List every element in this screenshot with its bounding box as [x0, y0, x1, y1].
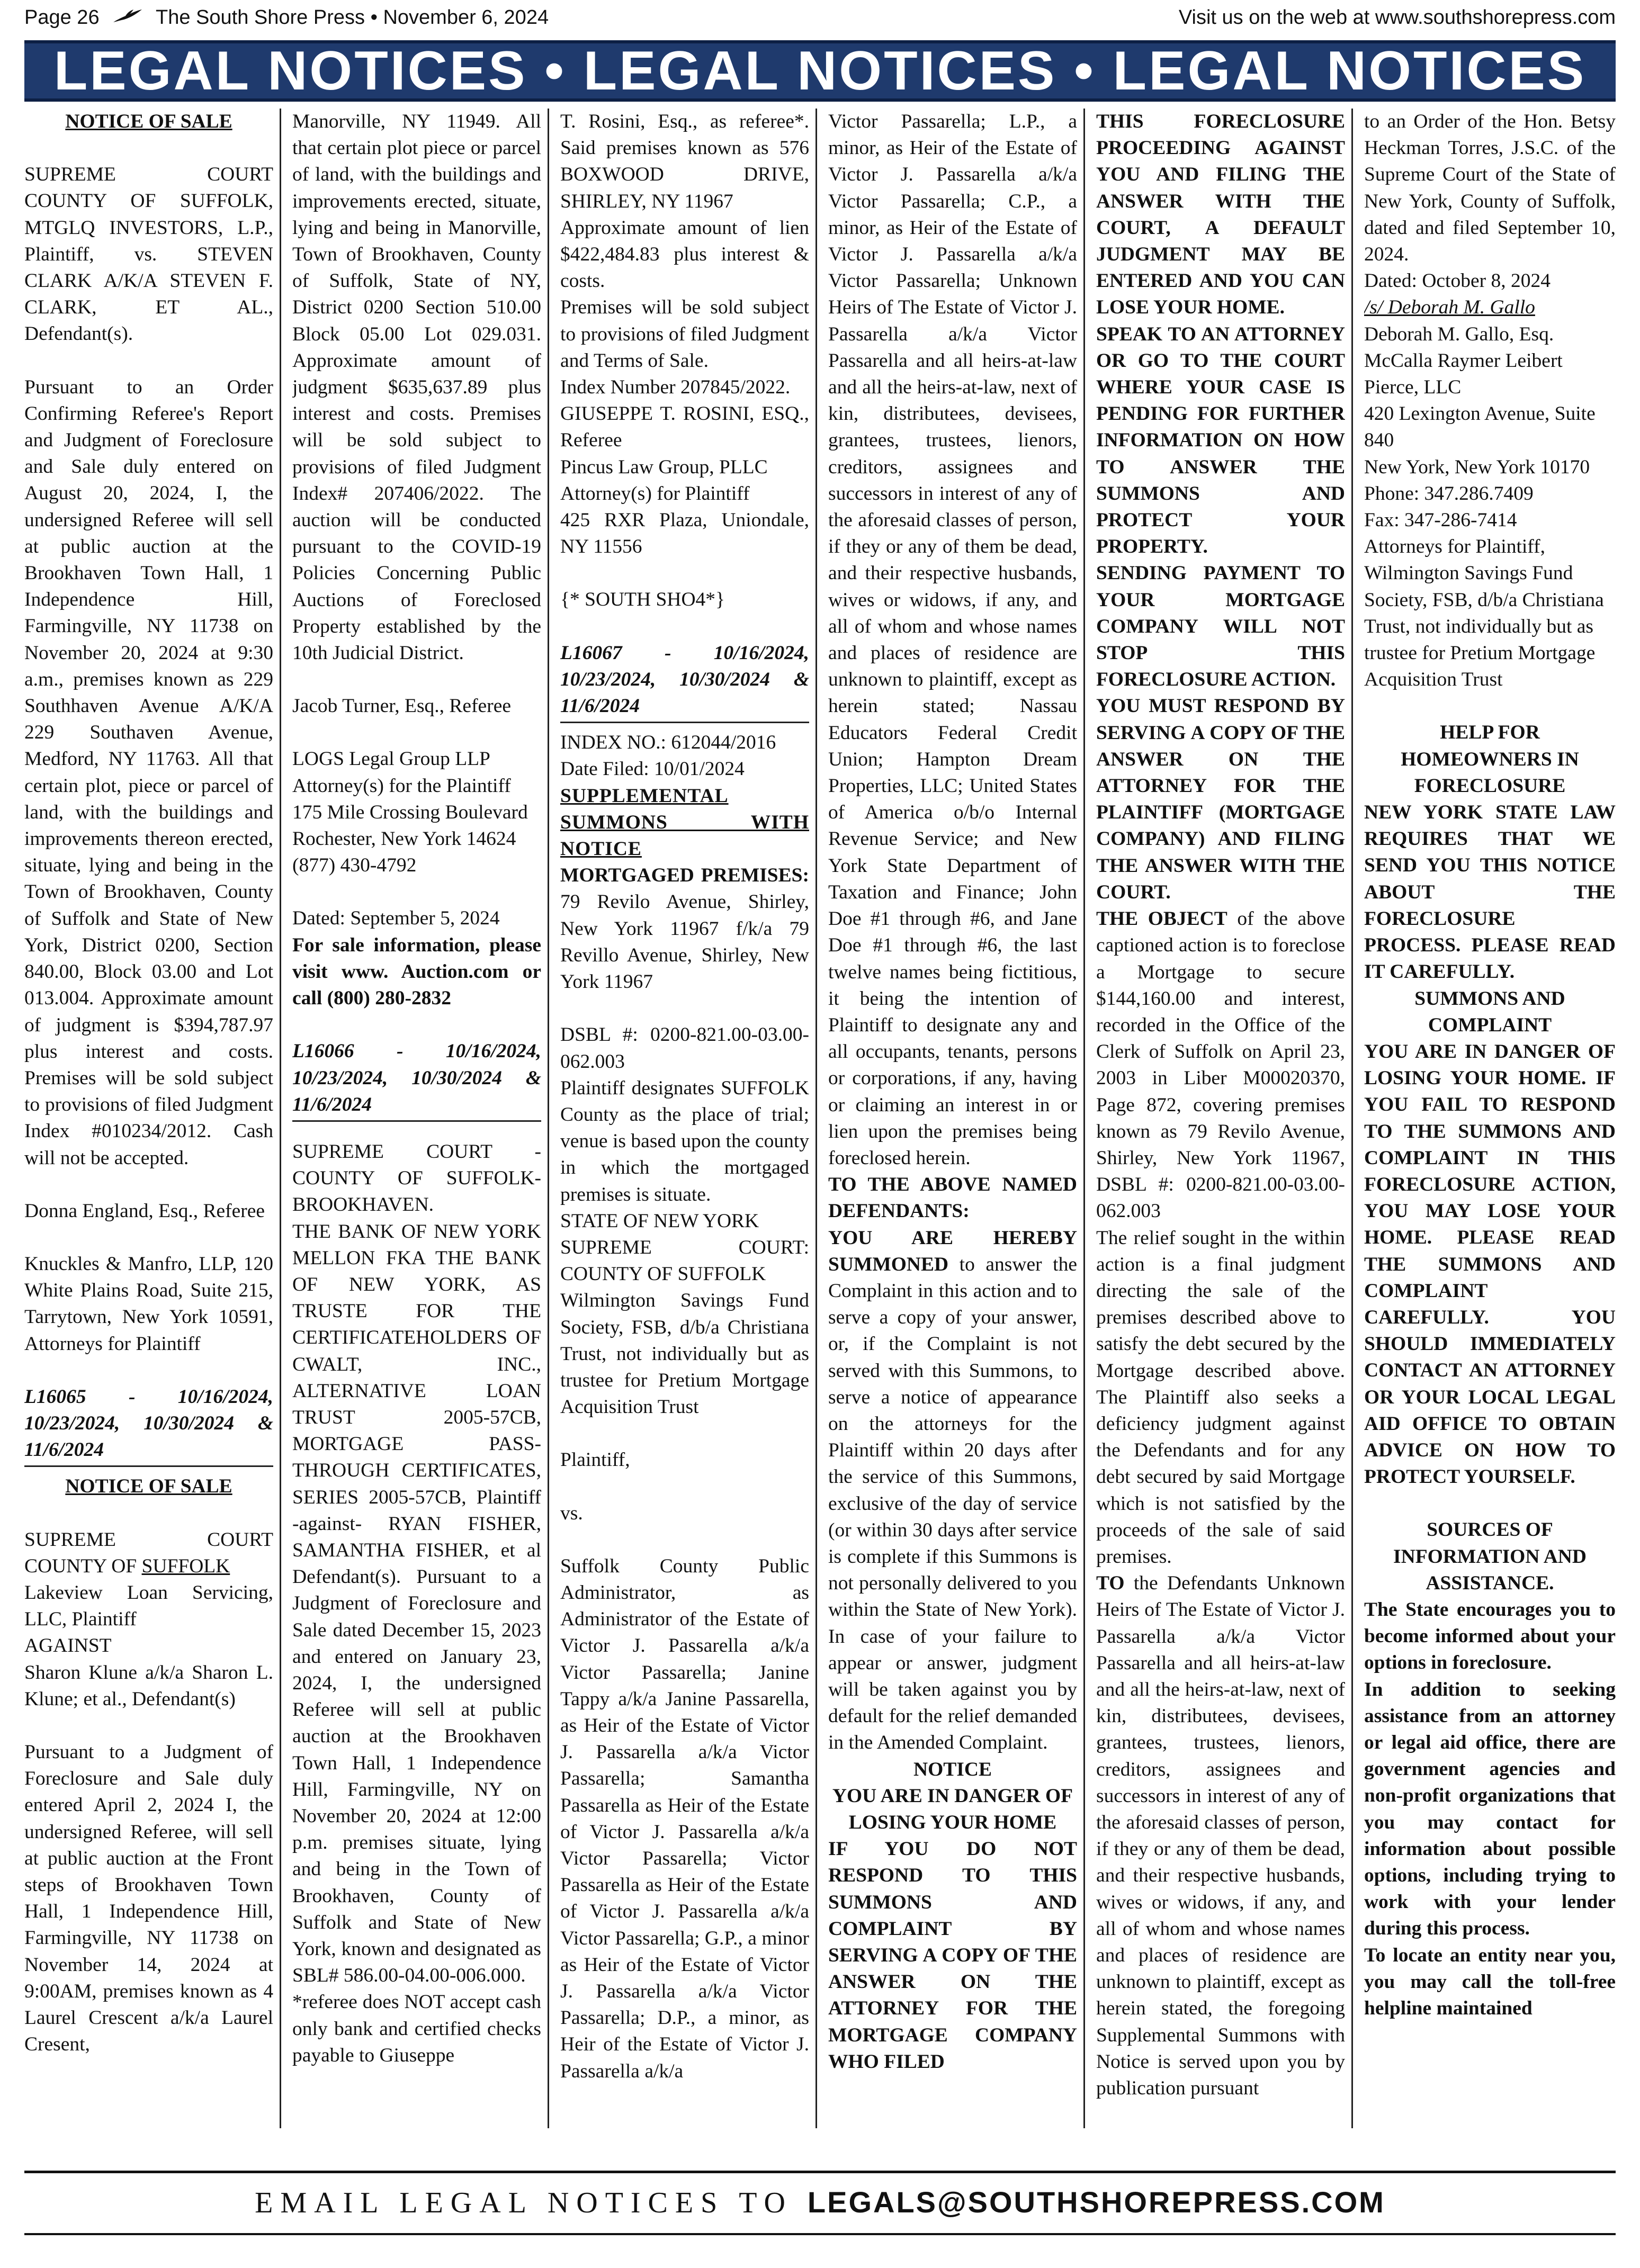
mortgaged-premises: MORTGAGED PREMISES: 79 Revilo Avenue, Shirley, New York 11967 f/k/a 79 Revillo Avenue, Shirley, New York 11967 [560, 865, 809, 993]
page-number: Page 26 [24, 6, 100, 29]
website-link[interactable]: Visit us on the web at www.southshorepress.com [1178, 6, 1616, 29]
party-label: Plaintiff, [560, 1449, 630, 1471]
warning-text: YOU MUST RESPOND BY SERVING A COPY OF THE ANSWER ON THE ATTORNEY FOR THE PLAINTIFF (MORTGAGE COMPANY) AND FILING THE ANSWER WITH THE COURT. [1096, 695, 1345, 903]
versus-label: vs. [560, 1502, 583, 1524]
attorney-info: Deborah M. Gallo, Esq. McCalla Raymer Leibert Pierce, LLC 420 Lexington Avenue, Suite 840 New York, New York 10170 Phone: 347.286.7409 Fax: 347-286-7414 Attorneys for Plaintiff, Wilmington Savings Fund Society, FSB, d/b/a Christiana Trust, not individually but as trustee for Pretium Mortgage Acquisition Trust [1364, 323, 1604, 691]
notice-body: Pursuant to an Order Confirming Referee's Report and Judgment of Foreclosure and Sale duly entered on August 20, 2024, I, the undersigned Referee will sell at public auction at the Brookhaven Town Hall, 1 Independence Hill, Farmingville, NY 11738 on November 20, 2024 at 9:30 a.m., premises known as 229 Southhaven Avenue A/K/A 229 Southaven Avenue, Medford, NY 11763. All that certain plot, piece or parcel of land, with the buildings and improvements thereon erected, situate, lying and being in the Town of Brookhaven, County of Suffolk and State of New York, District 0200, Section 840.00, Block 03.00 and Lot 013.004. Approximate amount of judgment is $394,787.97 plus interest and costs. Premises will be sold subject to provisions of filed Judgment Index #010234/2012. Cash will not be accepted. [24, 376, 273, 1169]
warning-text: SPEAK TO AN ATTORNEY OR GO TO THE COURT WHERE YOUR CASE IS PENDING FOR FURTHER INFORMATION ON HOW TO ANSWER THE SUMMONS AND PROTECT YOUR PROPERTY. [1096, 323, 1345, 558]
footer [24, 2181, 1616, 2224]
notice-caption: SUPREME COURT COUNTY OF SUFFOLK, MTGLQ INVESTORS, L.P., Plaintiff, vs. STEVEN CLARK A/K/A STEVEN F. CLARK, ET AL., Defendant(s). [24, 164, 273, 345]
legal-notices-banner [24, 40, 1616, 102]
index-info: INDEX NO.: 612044/2016 Date Filed: 10/01/2024 [560, 732, 776, 780]
column-5 [1096, 109, 1345, 2128]
section-heading: TO THE ABOVE NAMED DEFENDANTS: [828, 1174, 1077, 1222]
notice-heading: NOTICE [913, 1758, 992, 1780]
column-rule [280, 109, 281, 2128]
column-2 [292, 109, 541, 2128]
help-heading: SUMMONS AND COMPLAINT [1414, 987, 1565, 1036]
column-rule [548, 109, 549, 2128]
footer-email-link[interactable]: LEGALS@SOUTHSHOREPRESS.COM [807, 2185, 1385, 2219]
warning-text: IF YOU DO NOT RESPOND TO THIS SUMMONS AND COMPLAINT BY SERVING A COPY OF THE ANSWER ON THE ATTORNEY FOR THE MORTGAGE COMPANY WHO FILED [828, 1838, 1077, 2073]
notice-parties: Lakeview Loan Servicing, LLC, Plaintiff AGAINST Sharon Klune a/k/a Sharon L. Klune; et al., Defendant(s) [24, 1581, 273, 1710]
footer-rule [24, 2171, 1616, 2173]
notice-id: L16065 - 10/16/2024, 10/23/2024, 10/30/2024 & 11/6/2024 [24, 1385, 273, 1461]
footer-rule [24, 2233, 1616, 2235]
header-left [24, 6, 549, 30]
divider [560, 722, 809, 723]
signature: /s/ Deborah M. Gallo [1364, 296, 1535, 319]
referee-name: Donna England, Esq., Referee [24, 1200, 265, 1222]
column-3 [560, 109, 809, 2128]
sale-info: For sale information, please visit www. Auction.com or call (800) 280-2832 [292, 934, 541, 1010]
page-header [24, 3, 1616, 36]
paper-name: The South Shore Press [156, 6, 365, 29]
divider [24, 1465, 273, 1467]
order-text: to an Order of the Hon. Betsy Heckman Torres, J.S.C. of the Supreme Court of the State of New York, County of Suffolk, dated and filed September 10, 2024. Dated: October 8, 2024 [1364, 111, 1616, 292]
notice-body: T. Rosini, Esq., as referee*. Said premises known as 576 BOXWOOD DRIVE, SHIRLEY, NY 11967 Approximate amount of lien $422,484.83 plus interest & costs. Premises will be sold subject to provisions of filed Judgment and Terms of Sale. Index Number 207845/2022. GIUSEPPE T. ROSINI, ESQ., Referee Pincus Law Group, PLLC Attorney(s) for Plaintiff 425 RXR Plaza, Uniondale, NY 11556 [560, 111, 809, 558]
summons-text: YOU ARE HEREBY SUMMONED to answer the Complaint in this action and to serve a copy of your answer, or, if the Complaint is not served with this Summons, to serve a notice of appearance on the attorneys for the Plaintiff within 20 days after the service of this Summons, exclusive of the day of service (or within 30 days after service is complete if this Summons is not personally delivered to you within the State of New York). In case of your failure to appear or answer, judgment will be taken against you by default for the relief demanded in the Amended Complaint. [828, 1227, 1077, 1754]
banner-text: LEGAL NOTICES • LEGAL NOTICES • LEGAL NOTICES [53, 40, 1587, 102]
notice-title: NOTICE OF SALE [65, 111, 232, 132]
defendants-list: Suffolk County Public Administrator, as Administrator of the Estate of Victor J. Passarella a/k/a Victor Passarella; Janine Tappy a/k/a Janine Passarella, as Heir of the Estate of Victor J. Passarella a/k/a Victor Passarella; Samantha Passarella as Heir of the Estate of Victor J. Passarella a/k/a Victor Passarella; Victor Passarella as Heir of the Estate of Victor J. Passarella a/k/a Victor Passarella; G.P., a minor as Heir of the Estate of Victor J. Passarella a/k/a Victor Passarella; D.P., a minor, as Heir of the Estate of Victor J. Passarella a/k/a [560, 1555, 809, 2082]
issue-date: November 6, 2024 [383, 6, 549, 29]
relief-text: The relief sought in the within action is a final judgment directing the sale of the premises described above to satisfy the debt secured by the Mortgage described above. The Plaintiff also seeks a deficiency judgment against the Defendants and for any debt secured by said Mortgage which is not satisfied by the proceeds of the sale of said premises. [1096, 1227, 1345, 1568]
attorney-info: Knuckles & Manfro, LLP, 120 White Plains Road, Suite 215, Tarrytown, New York 10591, Attorneys for Plaintiff [24, 1253, 273, 1355]
help-heading: HELP FOR HOMEOWNERS IN FORECLOSURE [1401, 722, 1579, 797]
footer-label: EMAIL LEGAL NOTICES TO [255, 2186, 793, 2219]
object-text: THE OBJECT of the above captioned action is to foreclose a Mortgage to secure $144,160.00 and interest, recorded in the Office of the Clerk of Suffolk on April 23, 2003 in Liber M00020370, Page 872, covering premises known as 79 Revilo Avenue, Shirley, New York 11967, DSBL #: 0200-821.00-03.00-062.003 [1096, 908, 1345, 1222]
code-tag: {* SOUTH SHO4*} [560, 589, 725, 611]
warning-text: THIS FORECLOSURE PROCEEDING AGAINST YOU AND FILING THE ANSWER WITH THE COURT, A DEFAULT JUDGMENT MAY BE ENTERED AND YOU CAN LOSE YOUR HOME. [1096, 111, 1345, 319]
help-text: YOU ARE IN DANGER OF LOSING YOUR HOME. IF YOU FAIL TO RESPOND TO THE SUMMONS AND COMPLAINT IN THIS FORECLOSURE ACTION, YOU MAY LOSE YOUR HOME. PLEASE READ THE SUMMONS AND COMPLAINT CAREFULLY. YOU SHOULD IMMEDIATELY CONTACT AN ATTORNEY OR YOUR LOCAL LEGAL AID OFFICE TO OBTAIN ADVICE ON HOW TO PROTECT YOURSELF. [1364, 1040, 1616, 1488]
attorney-info: LOGS Legal Group LLP Attorney(s) for the Plaintiff 175 Mile Crossing Boulevard Rochester, New York 14624 (877) 430-4792 [292, 748, 528, 877]
column-rule [1083, 109, 1085, 2128]
help-heading: SOURCES OF INFORMATION AND ASSISTANCE. [1393, 1519, 1587, 1594]
help-text: To locate an entity near you, you may call the toll-free helpline maintained [1364, 1944, 1616, 2020]
divider [292, 1120, 541, 1122]
service-text: TO the Defendants Unknown Heirs of The Estate of Victor J. Passarella a/k/a Victor Passarella and all heirs-at-law and all the heirs-at-law, next of kin, distributees, devisees, grantees, trustees, lienors, creditors, assignees and successors in interest of any of the aforesaid classes of person, if they or any of them be dead, and their respective husbands, wives or widows, if any, and all of whom and whose names and places of residence are unknown to plaintiff, except as herein stated, the foregoing Supplemental Summons with Notice is served upon you by publication pursuant [1096, 1572, 1345, 2100]
notice-body: DSBL #: 0200-821.00-03.00-062.003 Plaintiff designates SUFFOLK County as the place of trial; venue is based upon the county in which the mortgaged premises is situate. STATE OF NEW YORK SUPREME COURT: COUNTY OF SUFFOLK Wilmington Savings Fund Society, FSB, d/b/a Christiana Trust, not individually but as trustee for Pretium Mortgage Acquisition Trust [560, 1024, 809, 1418]
referee-name: Jacob Turner, Esq., Referee [292, 695, 511, 717]
warning-text: SENDING PAYMENT TO YOUR MORTGAGE COMPANY WILL NOT STOP THIS FORECLOSURE ACTION. [1096, 562, 1345, 691]
notice-caption: SUPREME COURT COUNTY OF SUFFOLK [24, 1528, 273, 1577]
column-1 [24, 109, 273, 2128]
column-6 [1364, 109, 1616, 2128]
notice-body: Manorville, NY 11949. All that certain plot piece or parcel of land, with the buildings and improvements erected, situate, lying and being in Manorville, Town of Brookhaven, County of Suffolk, State of NY, District 0200 Section 510.00 Block 05.00 Lot 029.031. Approximate amount of judgment $635,637.89 plus interest and costs. Premises will be sold subject to provisions of filed Judgment Index# 207406/2022. The auction will be conducted pursuant to the COVID-19 Policies Concerning Public Auctions of Foreclosed Property established by the 10th Judicial District. [292, 111, 541, 664]
notice-body: SUPREME COURT - COUNTY OF SUFFOLK-BROOKHAVEN. THE BANK OF NEW YORK MELLON FKA THE BANK OF NEW YORK, AS TRUSTE FOR THE CERTIFICATEHOLDERS OF CWALT, INC., ALTERNATIVE LOAN TRUST 2005-57CB, MORTGAGE PASS-THROUGH CERTIFICATES, SERIES 2005-57CB, Plaintiff -against- RYAN FISHER, SAMANTHA FISHER, et al Defendant(s). Pursuant to a Judgment of Foreclosure and Sale dated December 15, 2023 and entered on January 23, 2024, I, the undersigned Referee will sell at public auction at the Brookhaven Town Hall, 1 Independence Hill, Farmingville, NY on November 20, 2024 at 12:00 p.m. premises situate, lying and being in the Town of Brookhaven, County of Suffolk and State of New York, known and designated as SBL# 586.00-04.00-006.000. *referee does NOT accept cash only bank and certified checks payable to Giuseppe [292, 1140, 541, 2066]
notice-id: L16067 - 10/16/2024, 10/23/2024, 10/30/2024 & 11/6/2024 [560, 642, 809, 717]
column-rule [815, 109, 817, 2128]
defendants-list: Victor Passarella; L.P., a minor, as Heir of the Estate of Victor J. Passarella a/k/a Victor Passarella; C.P., a minor, as Heir of the Estate of Victor J. Passarella a/k/a Victor Passarella; Unknown Heirs of The Estate of Victor J. Passarella a/k/a Victor Passarella and all heirs-at-law and all the heirs-at-law, next of kin, distributees, devisees, grantees, trustees, lienors, creditors, assignees and successors in interest of any of the aforesaid classes of person, if they or any of them be dead, and their respective husbands, wives or widows, if any, and all of whom and whose names and places of residence are unknown to plaintiff, except as herein stated; Nassau Educators Federal Credit Union; Hampton Dream Properties, LLC; United States of America o/b/o Internal Revenue Service; and New York State Department of Taxation and Finance; John Doe #1 through #6, and Jane Doe #1 through #6, the last twelve names being fictitious, it being the intention of Plaintiff to designate any and all occupants, tenants, persons or corporations, if any, having or claiming an interest in or lien upon the premises being foreclosed herein. [828, 111, 1077, 1169]
notice-title: NOTICE OF SALE [65, 1475, 232, 1498]
column-rule [1351, 109, 1353, 2128]
danger-warning: YOU ARE IN DANGER OF LOSING YOUR HOME [832, 1785, 1073, 1833]
help-text: The State encourages you to become informed about your options in foreclosure. [1364, 1598, 1616, 1674]
help-text: In addition to seeking assistance from an attorney or legal aid office, there are government agencies and non-profit organizations that you may contact for information about possible options, including trying to work with your lender during this process. [1364, 1678, 1616, 1940]
column-4 [828, 109, 1077, 2128]
header-bullet: • [370, 6, 378, 29]
dated-line: Dated: September 5, 2024 [292, 907, 500, 930]
summons-title: SUPPLEMENTAL SUMMONS WITH NOTICE [560, 785, 809, 860]
bird-logo-icon [112, 7, 143, 30]
notice-body: Pursuant to a Judgment of Foreclosure and Sale duly entered April 2, 2024 I, the undersigned Referee, will sell at public auction at the Front steps of Brookhaven Town Hall, 1 Independence Hill, Farmingville, NY 11738 on November 14, 2024 at 9:00AM, premises known as 4 Laurel Crescent a/k/a Laurel Cresent, [24, 1741, 273, 2056]
notice-id: L16066 - 10/16/2024, 10/23/2024, 10/30/2024 & 11/6/2024 [292, 1040, 541, 1115]
help-text: NEW YORK STATE LAW REQUIRES THAT WE SEND YOU THIS NOTICE ABOUT THE FORECLOSURE PROCESS. PLEASE READ IT CAREFULLY. [1364, 802, 1616, 983]
